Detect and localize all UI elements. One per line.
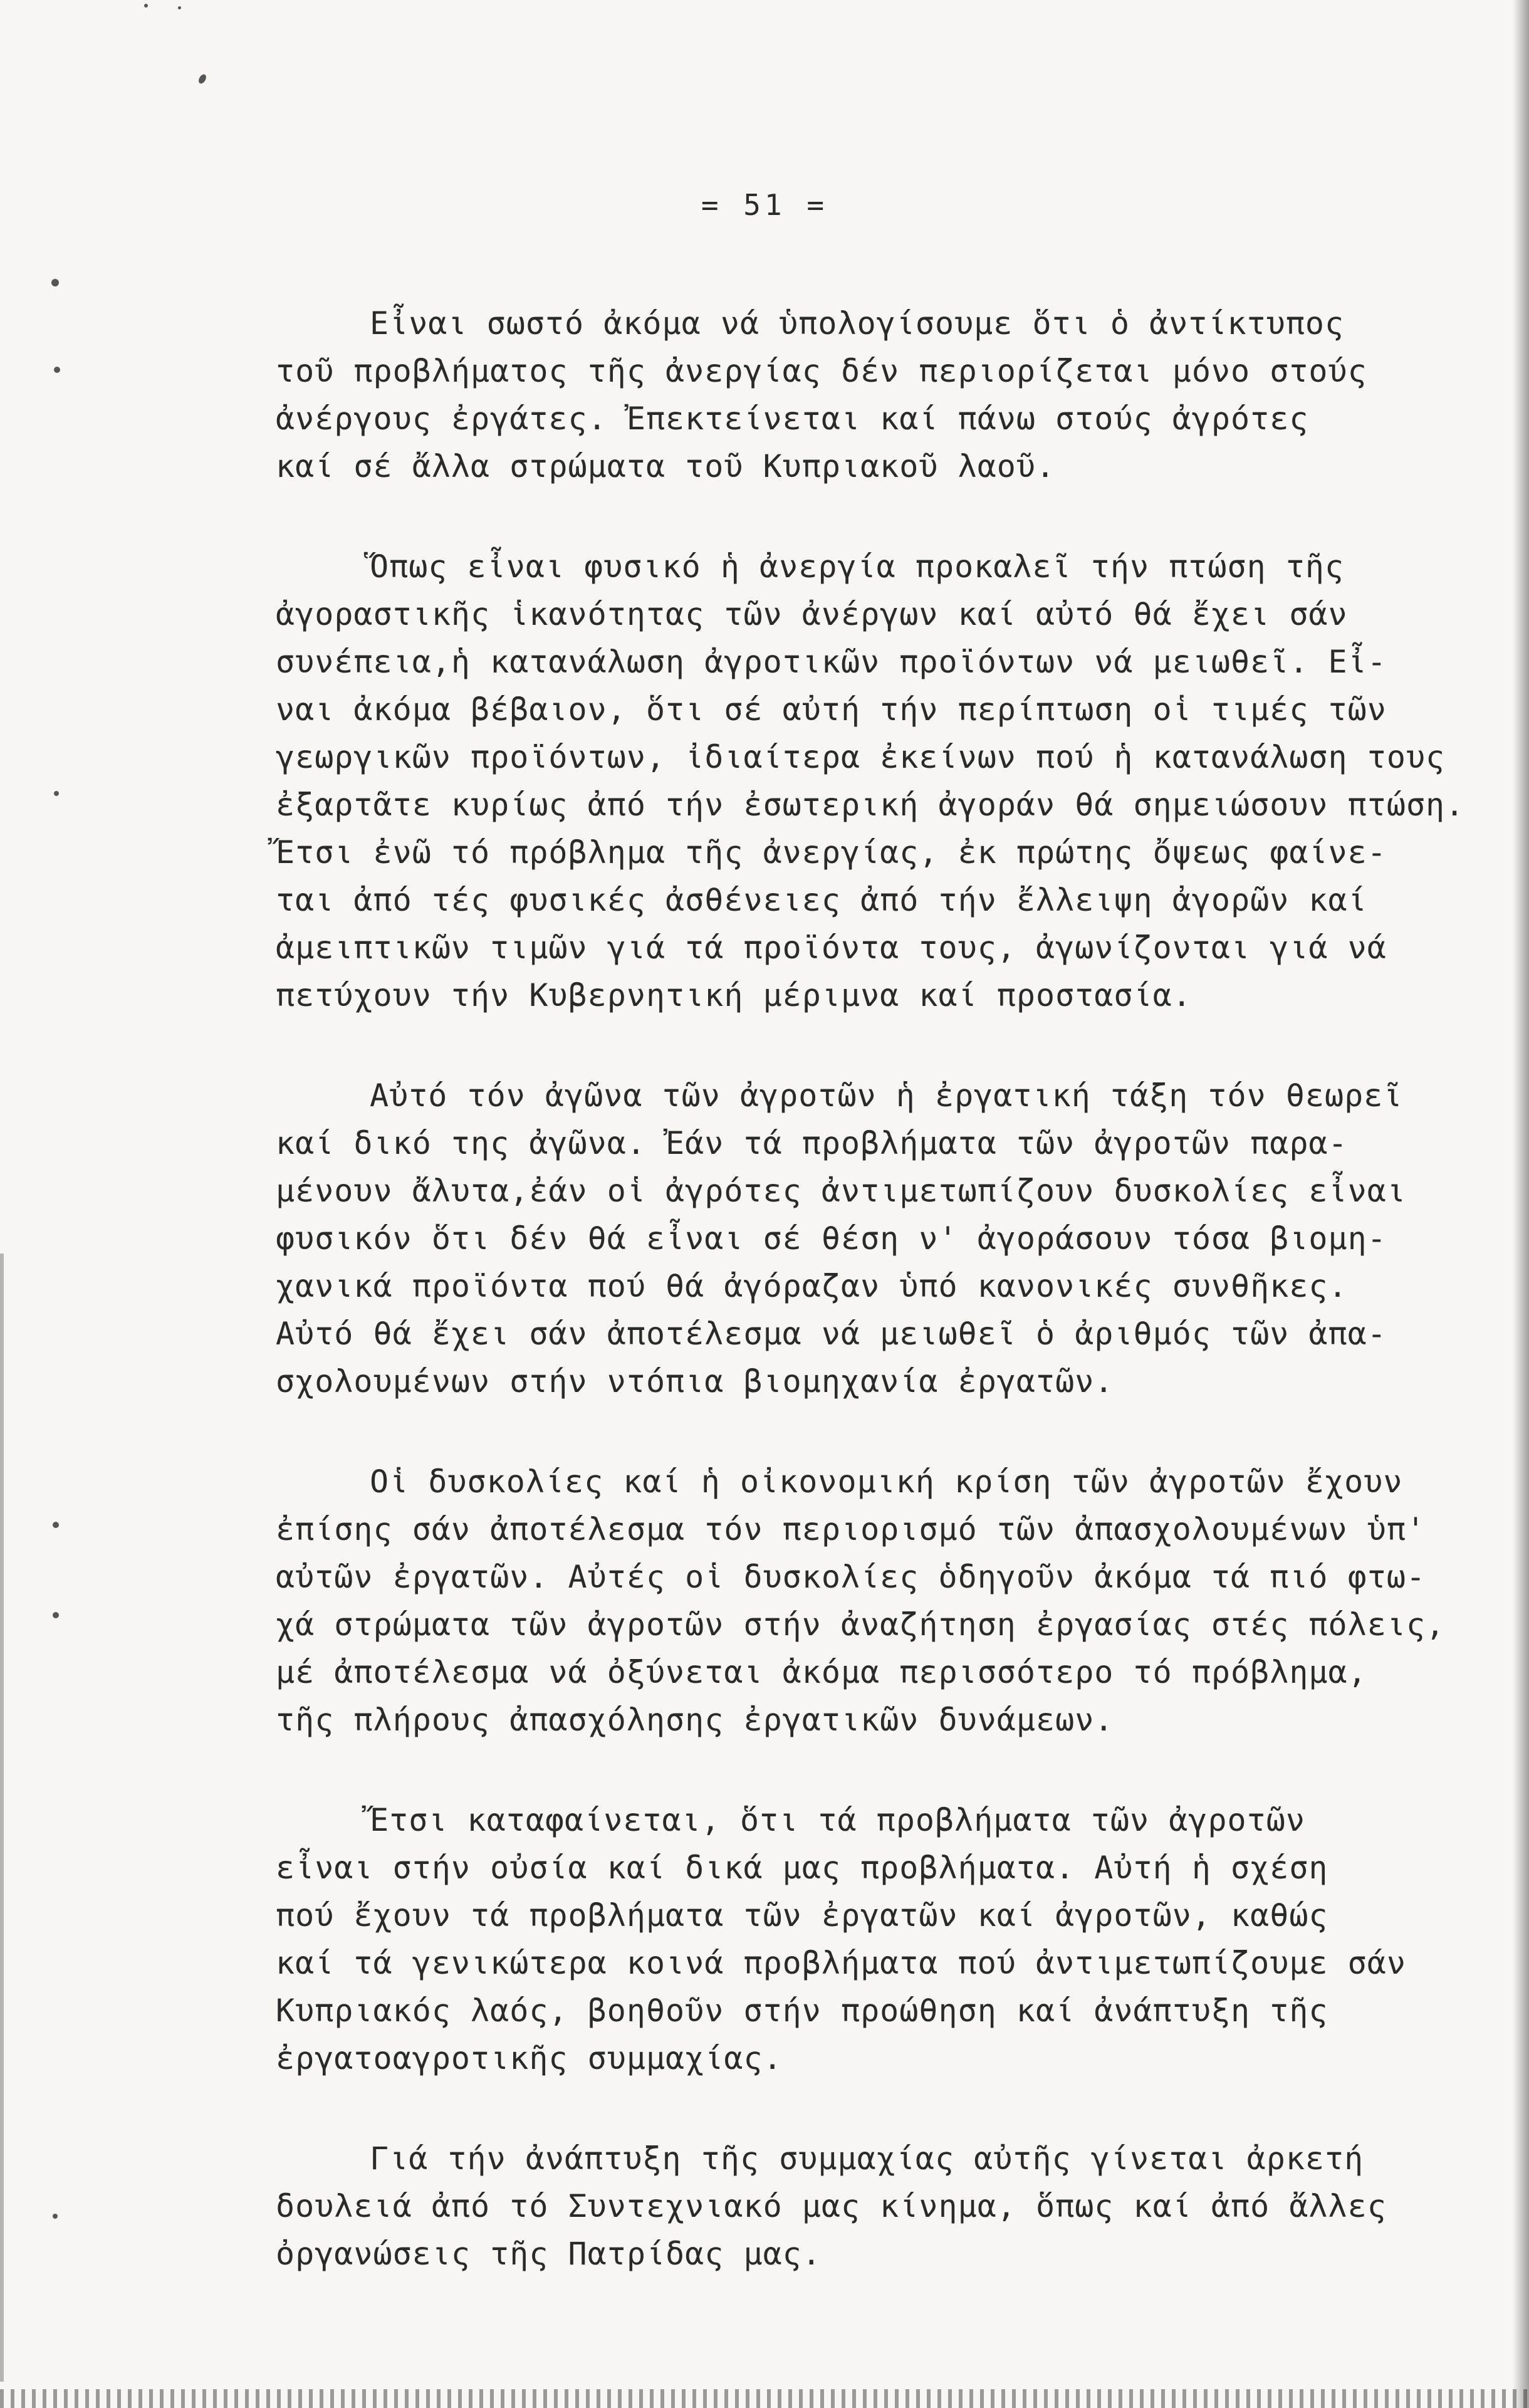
paragraph [276,1458,1460,1744]
text-line: ἐπίσης σάν ἀποτέλεσμα τόν περιορισμό τῶν ἀπασχολουμένων ὑπ' [276,1511,1426,1547]
text-line: εἶναι στήν οὐσία καί δικά μας προβλήματα. Αὐτή ἡ σχέση [276,1850,1328,1886]
text-line: Οἱ δυσκολίες καί ἡ οἰκονομική κρίση τῶν ἀγροτῶν ἔχουν [370,1463,1403,1500]
scan-speck [51,279,59,286]
paragraph [276,1072,1460,1405]
text-line: ἀνέργους ἐργάτες. Ἐπεκτείνεται καί πάνω στούς ἀγρότες [276,400,1309,437]
text-line: ἀμειπτικῶν τιμῶν γιά τά προϊόντα τους, ἀγωνίζονται γιά νά [276,929,1387,966]
scan-speck [53,1612,59,1618]
scan-speck [53,2214,58,2219]
text-line: Αὐτό θά ἔχει σάν ἀποτέλεσμα νά μειωθεῖ ὁ ἀριθμός τῶν ἀπα- [276,1316,1387,1352]
text-line: καί σέ ἄλλα στρώματα τοῦ Κυπριακοῦ λαοῦ. [276,448,1056,484]
scan-speck [144,4,148,8]
text-line: μέ ἀποτέλεσμα νά ὀξύνεται ἀκόμα περισσότερο τό πρόβλημα, [276,1654,1367,1690]
text-line: τῆς πλήρους ἀπασχόλησης ἐργατικῶν δυνάμεων. [276,1702,1114,1738]
text-line: χά στρώματα τῶν ἀγροτῶν στήν ἀναζήτηση ἐργασίας στές πόλεις, [276,1606,1446,1643]
text-line: αὐτῶν ἐργατῶν. Αὐτές οἱ δυσκολίες ὁδηγοῦν ἀκόμα τά πιό φτω- [276,1559,1426,1595]
scan-edge-bottom [0,2389,1529,2408]
page-number: = 51 = [701,188,828,222]
scan-edge-right [1513,0,1529,2408]
paragraph [276,300,1460,490]
scan-speck [178,6,181,9]
paragraph [276,2135,1460,2278]
paragraph [276,543,1465,1019]
text-line: Κυπριακός λαός, βοηθοῦν στήν προώθηση καί ἀνάπτυξη τῆς [276,1992,1328,2029]
body-text [276,300,1465,2330]
text-line: καί δικό της ἀγῶνα. Ἐάν τά προβλήματα τῶν ἀγροτῶν παρα- [276,1125,1348,1161]
scan-edge-left [0,1254,4,2382]
text-line: ὀργανώσεις τῆς Πατρίδας μας. [276,2236,822,2272]
text-line: συνέπεια,ἡ κατανάλωση ἀγροτικῶν προϊόντων νά μειωθεῖ. Εἶ- [276,644,1387,680]
text-line: Ἔτσι ἐνῶ τό πρόβλημα τῆς ἀνεργίας, ἐκ πρώτης ὄψεως φαίνε- [276,834,1387,871]
text-line: Γιά τήν ἀνάπτυξη τῆς συμμαχίας αὐτῆς γίνεται ἀρκετή [370,2140,1364,2177]
scan-speck [53,1522,59,1528]
text-line: μένουν ἄλυτα,ἐάν οἱ ἀγρότες ἀντιμετωπίζουν δυσκολίες εἶναι [276,1173,1406,1209]
text-line: πετύχουν τήν Κυβερνητική μέριμνα καί προστασία. [276,977,1192,1013]
text-line: ἐργατοαγροτικῆς συμμαχίας. [276,2040,783,2076]
text-line: ναι ἀκόμα βέβαιον, ὅτι σέ αὐτή τήν περίπτωση οἱ τιμές τῶν [276,691,1387,728]
text-line: γεωργικῶν προϊόντων, ἰδιαίτερα ἐκείνων πού ἡ κατανάλωση τους [276,739,1446,775]
text-line: Εἶναι σωστό ἀκόμα νά ὑπολογίσουμε ὅτι ὁ ἀντίκτυπος [370,305,1345,342]
text-line: χανικά προϊόντα πού θά ἀγόραζαν ὑπό κανονικές συνθῆκες. [276,1268,1348,1304]
scan-speck [197,73,208,85]
text-line: ἀγοραστικῆς ἱκανότητας τῶν ἀνέργων καί αὐτό θά ἔχει σάν [276,596,1348,632]
text-line: σχολουμένων στήν ντόπια βιομηχανία ἐργατῶν. [276,1363,1114,1400]
text-line: πού ἔχουν τά προβλήματα τῶν ἐργατῶν καί ἀγροτῶν, καθώς [276,1897,1328,1934]
text-line: δουλειά ἀπό τό Συντεχνιακό μας κίνημα, ὅπως καί ἀπό ἄλλες [276,2188,1387,2224]
text-line: Αὐτό τόν ἀγῶνα τῶν ἀγροτῶν ἡ ἐργατική τάξη τόν θεωρεῖ [370,1077,1403,1114]
text-line: ἐξαρτᾶτε κυρίως ἀπό τήν ἐσωτερική ἀγοράν θά σημειώσουν πτώση. [276,787,1465,823]
scan-speck [54,367,60,373]
text-line: Ὅπως εἶναι φυσικό ἡ ἀνεργία προκαλεῖ τήν πτώση τῆς [370,548,1345,585]
text-line: τοῦ προβλήματος τῆς ἀνεργίας δέν περιορίζεται μόνο στούς [276,353,1367,389]
text-line: ται ἀπό τές φυσικές ἀσθένειες ἀπό τήν ἔλλειψη ἀγορῶν καί [276,882,1367,918]
scan-speck [54,791,59,796]
paragraph [276,1796,1460,2082]
text-line: Ἔτσι καταφαίνεται, ὅτι τά προβλήματα τῶν ἀγροτῶν [370,1802,1305,1838]
text-line: φυσικόν ὅτι δέν θά εἶναι σέ θέση ν' ἀγοράσουν τόσα βιομη- [276,1220,1387,1257]
text-line: καί τά γενικώτερα κοινά προβλήματα πού ἀντιμετωπίζουμε σάν [276,1945,1406,1981]
